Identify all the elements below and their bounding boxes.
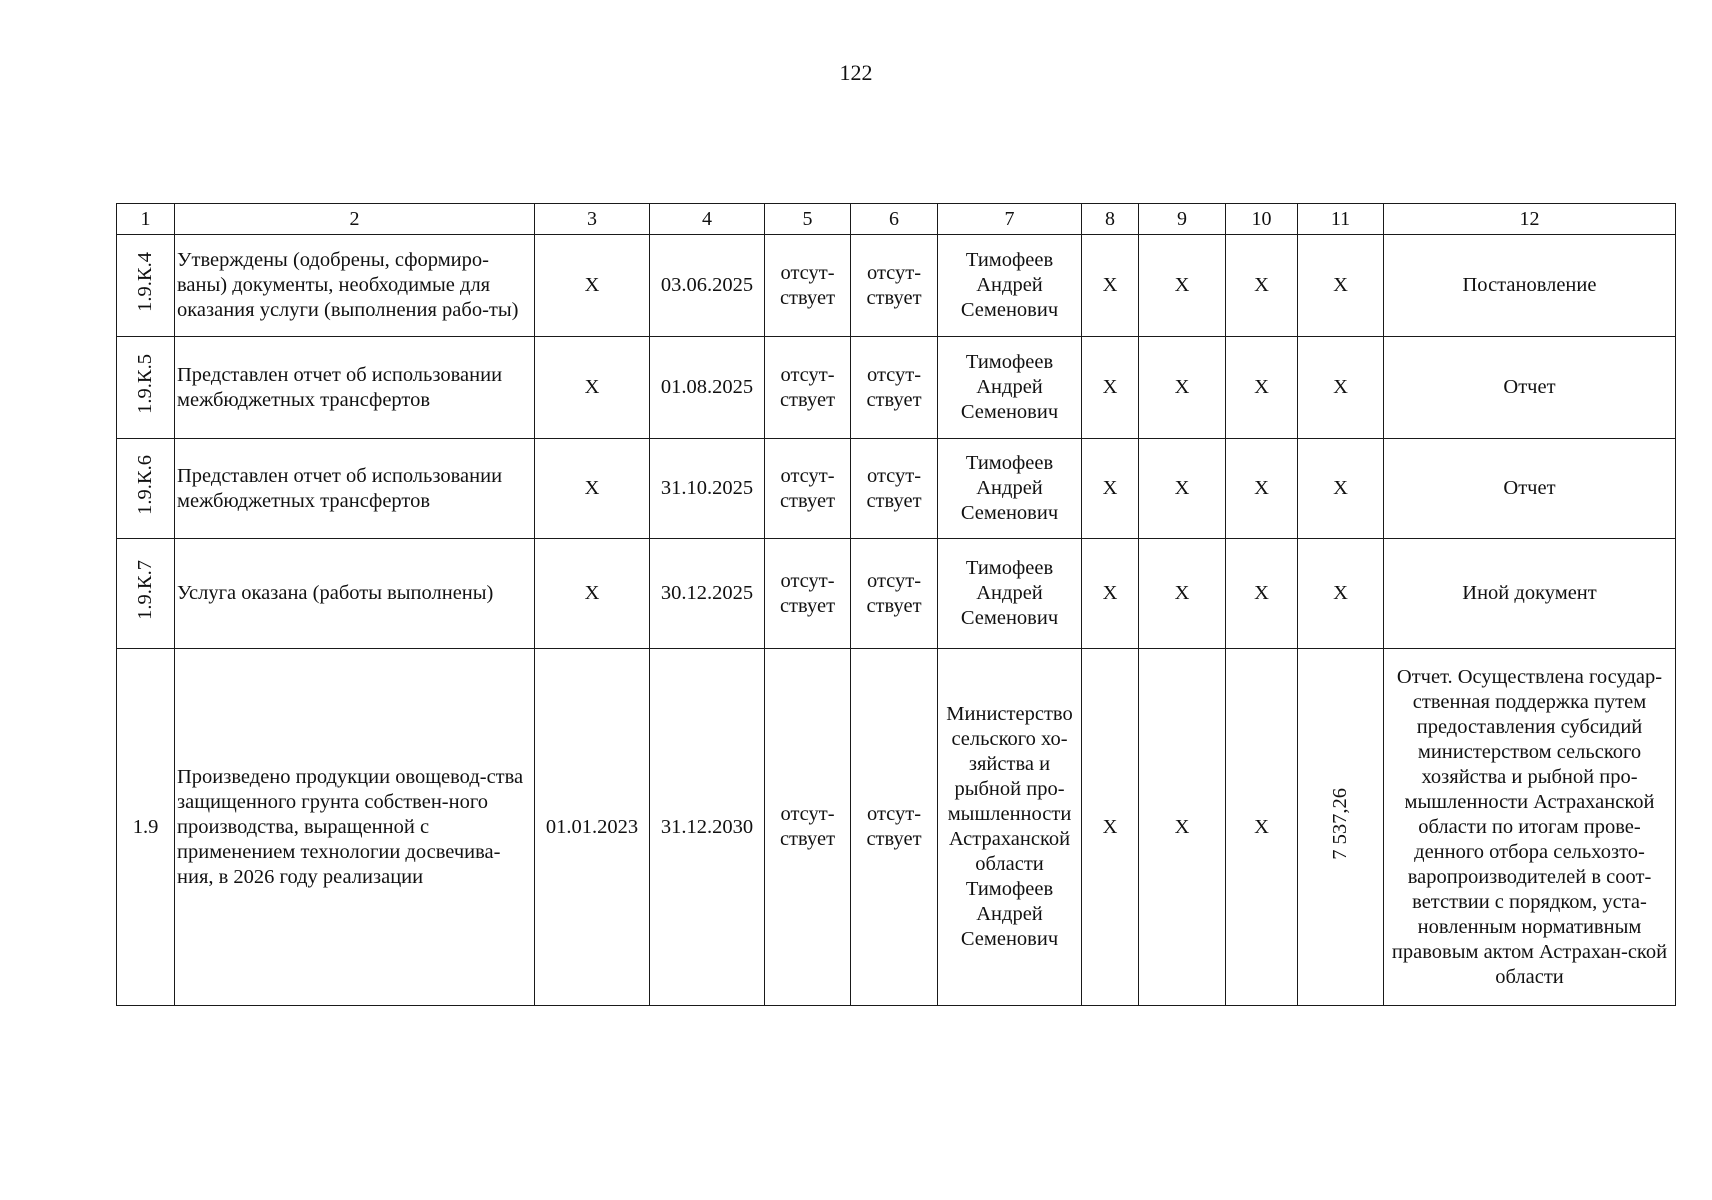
row-id-cell	[117, 337, 175, 439]
cell-col6: отсут-ствует	[851, 337, 938, 439]
cell-col6: отсут-ствует	[851, 539, 938, 649]
start-date-cell: 01.01.2023	[535, 649, 650, 1006]
cell-col8: X	[1082, 649, 1139, 1006]
cell-col9: X	[1139, 337, 1226, 439]
cell-col8: X	[1082, 235, 1139, 337]
responsible-cell: Тимофеев Андрей Семенович	[938, 337, 1082, 439]
end-date-cell: 31.12.2030	[650, 649, 765, 1006]
header-cell: 10	[1226, 204, 1298, 235]
row-id: 1.9.К.5	[134, 354, 156, 414]
description-cell: Услуга оказана (работы выполнены)	[175, 539, 535, 649]
cell-col11: X	[1298, 235, 1384, 337]
cell-col10: X	[1226, 649, 1298, 1006]
header-cell: 2	[175, 204, 535, 235]
header-cell: 9	[1139, 204, 1226, 235]
cell-col10: X	[1226, 235, 1298, 337]
cell-col9: X	[1139, 439, 1226, 539]
header-cell: 5	[765, 204, 851, 235]
cell-col3: X	[535, 439, 650, 539]
document-cell: Отчет	[1384, 439, 1676, 539]
date-cell: 01.08.2025	[650, 337, 765, 439]
cell-col6: отсут-ствует	[851, 439, 938, 539]
cell-col10: X	[1226, 337, 1298, 439]
amount-value: 7 537,26	[1329, 787, 1351, 860]
table-row	[117, 337, 1676, 439]
document-cell: Постановление	[1384, 235, 1676, 337]
cell-col11: X	[1298, 539, 1384, 649]
responsible-cell: Тимофеев Андрей Семенович	[938, 439, 1082, 539]
document-cell: Отчет	[1384, 337, 1676, 439]
description-cell: Произведено продукции овощевод-ства защищенного грунта собствен-ного производства, выращенной с применением технологии досвечива-ния, в 2026 году реализации	[175, 649, 535, 1006]
page-number: 122	[839, 60, 873, 85]
document-cell: Отчет. Осуществлена государ-ственная поддержка путем предоставления субсидий министерством сельского хозяйства и рыбной про-мышленности Астраханской области по итогам прове-денного отбора сельхозто-варопроизводителей в соот-ветствии с порядком, уста-новленным нормативным правовым актом Астрахан-ской области	[1384, 649, 1676, 1006]
responsible-cell: Тимофеев Андрей Семенович	[938, 539, 1082, 649]
description-cell: Представлен отчет об использовании межбюджетных трансфертов	[175, 439, 535, 539]
cell-col6: отсут-ствует	[851, 235, 938, 337]
description-cell: Утверждены (одобрены, сформиро-ваны) документы, необходимые для оказания услуги (выполнения рабо-ты)	[175, 235, 535, 337]
cell-col6: отсут-ствует	[851, 649, 938, 1006]
cell-col5: отсут-ствует	[765, 337, 851, 439]
header-cell: 1	[117, 204, 175, 235]
cell-col9: X	[1139, 649, 1226, 1006]
date-cell: 03.06.2025	[650, 235, 765, 337]
header-cell: 12	[1384, 204, 1676, 235]
responsible-cell: Министерство сельского хо-зяйства и рыбной про-мышленности Астраханской области Тимофеев Андрей Семенович	[938, 649, 1082, 1006]
table-row	[117, 235, 1676, 337]
table-row	[117, 539, 1676, 649]
cell-col10: X	[1226, 539, 1298, 649]
cell-col5: отсут-ствует	[765, 539, 851, 649]
responsible-cell: Тимофеев Андрей Семенович	[938, 235, 1082, 337]
cell-col3: X	[535, 235, 650, 337]
header-cell: 4	[650, 204, 765, 235]
amount-cell	[1298, 649, 1384, 1006]
row-id-cell	[117, 539, 175, 649]
cell-col5: отсут-ствует	[765, 649, 851, 1006]
header-cell: 3	[535, 204, 650, 235]
date-cell: 30.12.2025	[650, 539, 765, 649]
row-id: 1.9.К.4	[134, 252, 156, 312]
cell-col3: X	[535, 337, 650, 439]
cell-col10: X	[1226, 439, 1298, 539]
cell-col9: X	[1139, 539, 1226, 649]
results-table	[116, 203, 1676, 1006]
cell-col5: отсут-ствует	[765, 439, 851, 539]
header-cell: 11	[1298, 204, 1384, 235]
cell-col5: отсут-ствует	[765, 235, 851, 337]
cell-col3: X	[535, 539, 650, 649]
cell-col11: X	[1298, 439, 1384, 539]
table-row	[117, 649, 1676, 1006]
cell-col11: X	[1298, 337, 1384, 439]
cell-col8: X	[1082, 337, 1139, 439]
cell-col8: X	[1082, 539, 1139, 649]
date-cell: 31.10.2025	[650, 439, 765, 539]
row-id: 1.9.К.6	[134, 455, 156, 515]
header-cell: 6	[851, 204, 938, 235]
header-cell: 7	[938, 204, 1082, 235]
row-id: 1.9.К.7	[134, 560, 156, 620]
row-id-cell: 1.9	[117, 649, 175, 1006]
table-row	[117, 439, 1676, 539]
document-cell: Иной документ	[1384, 539, 1676, 649]
header-row	[117, 204, 1676, 235]
cell-col8: X	[1082, 439, 1139, 539]
row-id-cell	[117, 235, 175, 337]
description-cell: Представлен отчет об использовании межбюджетных трансфертов	[175, 337, 535, 439]
cell-col9: X	[1139, 235, 1226, 337]
header-cell: 8	[1082, 204, 1139, 235]
row-id-cell	[117, 439, 175, 539]
